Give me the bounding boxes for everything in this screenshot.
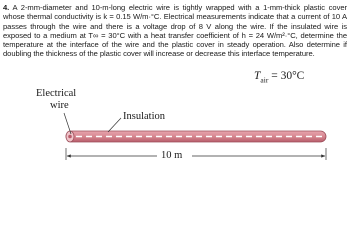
problem-text: A 2-mm-diameter and 10-m-long electric wire is tightly wrapped with a 1-mm-thick plastic cover whose thermal conductivity is k = 0.15 W/m·°C. Electrical measurements indicate that a current of 10 A passes through the wire and there is a voltage drop of 8 V along the wire. If the insulated wire is exposed to a medium at T∞ = 30°C with a heat transfer coefficient of h = 24 W/m²·°C, determine the temperature at the interface of the wire and the plastic cover in steady operation. Also determine if doubling the thickness of the plastic cover will increase or decrease this interface temperature.	[3, 3, 347, 59]
electrical-wire-label-2: wire	[50, 100, 69, 111]
insulation-leader	[108, 118, 121, 132]
air-temperature-value: = 30°C	[268, 70, 305, 82]
problem-number: 4.	[3, 3, 10, 12]
electrical-wire-leader	[64, 113, 71, 134]
length-label: 10 m	[161, 150, 183, 161]
air-temperature-subscript: air	[260, 75, 269, 85]
electrical-wire-label: Electrical	[36, 88, 77, 99]
conductor-core	[68, 135, 72, 139]
insulation-label: Insulation	[123, 111, 165, 122]
air-temperature-symbol: T	[254, 70, 261, 82]
